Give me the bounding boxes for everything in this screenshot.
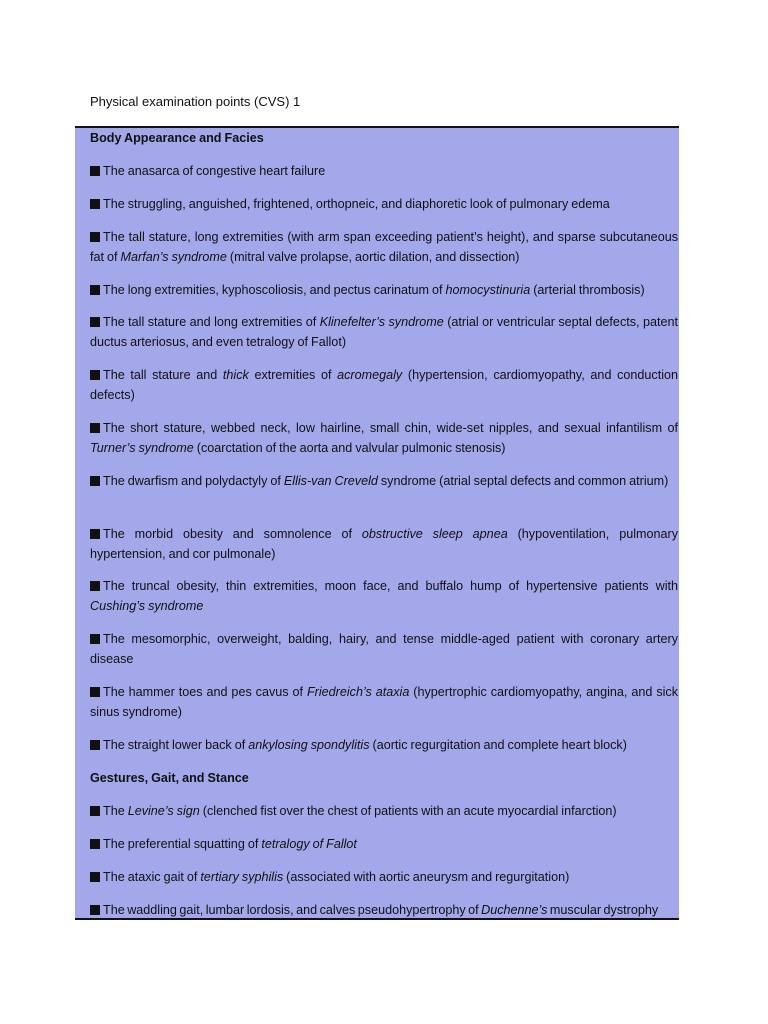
square-bullet-icon (90, 740, 100, 750)
list-item: The long extremities, kyphoscoliosis, and pectus carinatum of homocystinuria (arterial thrombosis) (90, 280, 678, 300)
list-item: The short stature, webbed neck, low hairline, small chin, wide-set nipples, and sexual infantilism of Turner’s syndrome (coarctation of the aorta and valvular pulmonic stenosis) (90, 421, 678, 455)
square-bullet-icon (90, 687, 100, 697)
square-bullet-icon (90, 317, 100, 327)
list-item: The preferential squatting of tetralogy of Fallot (90, 834, 678, 854)
square-bullet-icon (90, 581, 100, 591)
list-item: The truncal obesity, thin extremities, moon face, and buffalo hump of hypertensive patients with Cushing’s syndrome (90, 579, 678, 613)
list-item: The anasarca of congestive heart failure (90, 161, 678, 181)
list-item: The dwarfism and polydactyly of Ellis-van Creveld syndrome (atrial septal defects and common atrium) (90, 471, 678, 491)
section-heading: Body Appearance and Facies (90, 131, 264, 145)
list-item: The waddling gait, lumbar lordosis, and calves pseudohypertrophy of Duchenne’s muscular dystrophy (90, 900, 678, 920)
list-item: The ataxic gait of tertiary syphilis (associated with aortic aneurysm and regurgitation) (90, 867, 678, 887)
list-item: The straight lower back of ankylosing spondylitis (aortic regurgitation and complete heart block) (90, 735, 678, 755)
square-bullet-icon (90, 476, 100, 486)
square-bullet-icon (90, 634, 100, 644)
content-box (75, 126, 679, 920)
section-heading: Gestures, Gait, and Stance (90, 771, 249, 785)
square-bullet-icon (90, 285, 100, 295)
square-bullet-icon (90, 905, 100, 915)
list-item: The Levine’s sign (clenched fist over the chest of patients with an acute myocardial infarction) (90, 801, 678, 821)
list-item: The tall stature and long extremities of Klinefelter’s syndrome (atrial or ventricular septal defects, patent ductus arteriosus, and even tetralogy of Fallot) (90, 315, 678, 349)
list-item: The struggling, anguished, frightened, orthopneic, and diaphoretic look of pulmonary edema (90, 194, 678, 214)
list-item: The tall stature and thick extremities of acromegaly (hypertension, cardiomyopathy, and conduction defects) (90, 368, 679, 402)
square-bullet-icon (90, 423, 100, 433)
square-bullet-icon (90, 166, 100, 176)
list-item: The morbid obesity and somnolence of obstructive sleep apnea (hypoventilation, pulmonary hypertension, and cor pulmonale) (90, 527, 678, 561)
square-bullet-icon (90, 806, 100, 816)
page-title: Physical examination points (CVS) 1 (90, 94, 301, 109)
square-bullet-icon (90, 529, 100, 539)
square-bullet-icon (90, 839, 100, 849)
square-bullet-icon (90, 199, 100, 209)
square-bullet-icon (90, 232, 100, 242)
square-bullet-icon (90, 370, 100, 380)
list-item: The mesomorphic, overweight, balding, hairy, and tense middle-aged patient with coronary artery disease (90, 632, 678, 666)
list-item: The tall stature, long extremities (with arm span exceeding patient’s height), and sparse subcutaneous fat of Marfan’s syndrome (mitral valve prolapse, aortic dilation, and dissection) (90, 230, 678, 264)
square-bullet-icon (90, 872, 100, 882)
list-item: The hammer toes and pes cavus of Friedreich’s ataxia (hypertrophic cardiomyopathy, angina, and sick sinus syndrome) (90, 685, 679, 719)
